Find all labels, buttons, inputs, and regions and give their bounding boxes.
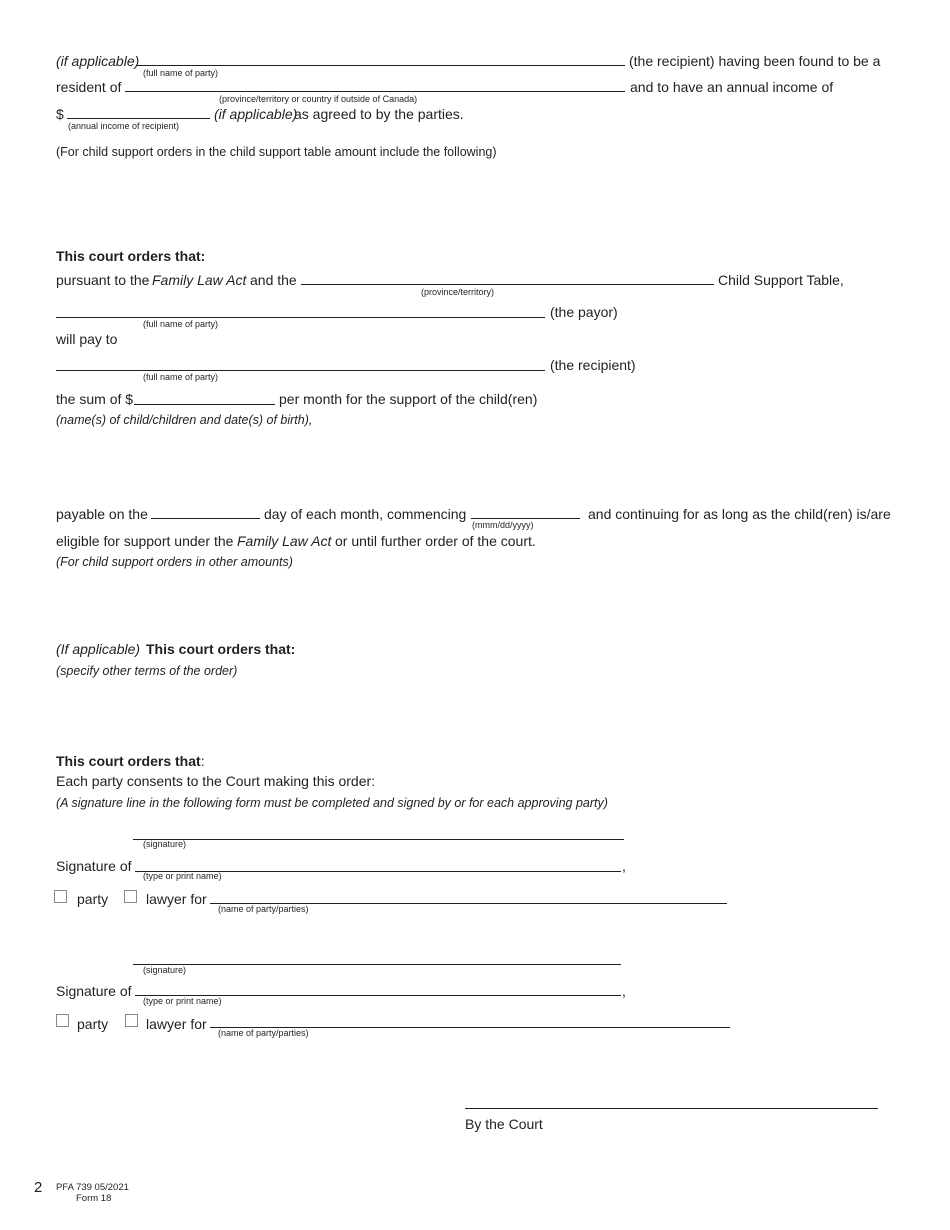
specify-terms-note: (specify other terms of the order) (56, 664, 238, 678)
court-signature-line[interactable] (465, 1108, 878, 1109)
page-number: 2 (34, 1179, 43, 1196)
by-the-court-label: By the Court (465, 1116, 543, 1132)
lawyer-for-label-1: lawyer for (146, 891, 207, 907)
per-month-text: per month for the support of the child(ren) (279, 391, 538, 407)
recipient-name-caption: (full name of party) (143, 372, 219, 382)
order3-colon: : (200, 753, 205, 769)
lawyer-for-label-2: lawyer for (146, 1016, 207, 1032)
form-name: Form 18 (76, 1193, 112, 1204)
monthly-sum-line[interactable] (134, 404, 275, 405)
party-checkbox-1[interactable] (54, 890, 67, 903)
residence-line[interactable] (125, 91, 625, 92)
if-applicable-label: (if applicable) (56, 53, 140, 69)
eligible-suffix: or until further order of the court. (335, 533, 536, 549)
continuing-text: and continuing for as long as the child(ren) is/are (588, 506, 891, 522)
dollar-sign: $ (56, 106, 64, 122)
date-format-caption: (mmm/dd/yyyy) (472, 520, 534, 530)
recipient-name-line-2[interactable] (56, 370, 545, 371)
province-territory-caption: (province/territory) (421, 287, 495, 297)
day-of-month-text: day of each month, commencing (264, 506, 467, 522)
print-name-caption-2: (type or print name) (143, 996, 222, 1006)
order3-heading: This court orders that (56, 753, 201, 769)
party-checkbox-2[interactable] (56, 1014, 69, 1027)
order2-if-applicable: (If applicable) (56, 641, 141, 657)
lawyer-checkbox-2[interactable] (125, 1014, 138, 1027)
payor-name-line[interactable] (56, 317, 545, 318)
the-payor-label: (the payor) (550, 304, 618, 320)
other-amounts-note: (For child support orders in other amounts) (56, 555, 293, 569)
children-names-note: (name(s) of child/children and date(s) of birth), (56, 413, 313, 427)
order2-heading: This court orders that: (146, 641, 296, 657)
signature-line-2[interactable] (133, 964, 621, 965)
province-country-caption: (province/territory or country if outside of Canada) (219, 94, 418, 104)
and-the-text: and the (250, 272, 297, 288)
consents-text: Each party consents to the Court making this order: (56, 773, 376, 789)
signature-of-label-2: Signature of (56, 983, 132, 999)
province-territory-line[interactable] (301, 284, 714, 285)
party-name-caption-2: (name of party/parties) (218, 1028, 309, 1038)
child-support-table-text: Child Support Table, (718, 272, 844, 288)
will-pay-to-text: will pay to (56, 331, 118, 347)
the-recipient-label: (the recipient) (550, 357, 636, 373)
resident-of-label: resident of (56, 79, 122, 95)
signature-caption-2: (signature) (143, 965, 187, 975)
signature-of-label-1: Signature of (56, 858, 132, 874)
print-name-caption-1: (type or print name) (143, 871, 222, 881)
pursuant-prefix: pursuant to the (56, 272, 150, 288)
full-name-caption: (full name of party) (143, 68, 219, 78)
payable-on-text: payable on the (56, 506, 148, 522)
party-label-1: party (77, 891, 109, 907)
signature-comma-1: , (622, 858, 626, 874)
order3-heading-wrap (56, 753, 205, 769)
eligible-prefix: eligible for support under the (56, 533, 234, 549)
order1-heading: This court orders that: (56, 248, 206, 264)
lawyer-checkbox-1[interactable] (124, 890, 137, 903)
annual-income-text: and to have an annual income of (630, 79, 834, 95)
signature-note: (A signature line in the following form must be completed and signed by or for each approving party) (56, 796, 608, 810)
payor-name-caption: (full name of party) (143, 319, 219, 329)
form-code: PFA 739 05/2021 (56, 1182, 129, 1193)
signature-comma-2: , (622, 983, 626, 999)
sum-of-text: the sum of $ (56, 391, 134, 407)
annual-income-line[interactable] (67, 118, 210, 119)
table-amount-note: (For child support orders in the child support table amount include the following) (56, 145, 497, 159)
party-label-2: party (77, 1016, 109, 1032)
annual-income-caption: (annual income of recipient) (68, 121, 180, 131)
eligible-act-name: Family Law Act (237, 533, 332, 549)
commencing-date-line[interactable] (471, 518, 580, 519)
signature-caption-1: (signature) (143, 839, 187, 849)
recipient-found-text: (the recipient) having been found to be a (629, 53, 881, 69)
family-law-act-name: Family Law Act (152, 272, 247, 288)
party-name-caption-1: (name of party/parties) (218, 904, 309, 914)
as-agreed-text: as agreed to by the parties. (294, 106, 464, 122)
if-applicable-label-2: (if applicable) (214, 106, 298, 122)
signature-line-1[interactable] (133, 839, 624, 840)
recipient-name-line[interactable] (137, 65, 625, 66)
payment-day-line[interactable] (151, 518, 260, 519)
